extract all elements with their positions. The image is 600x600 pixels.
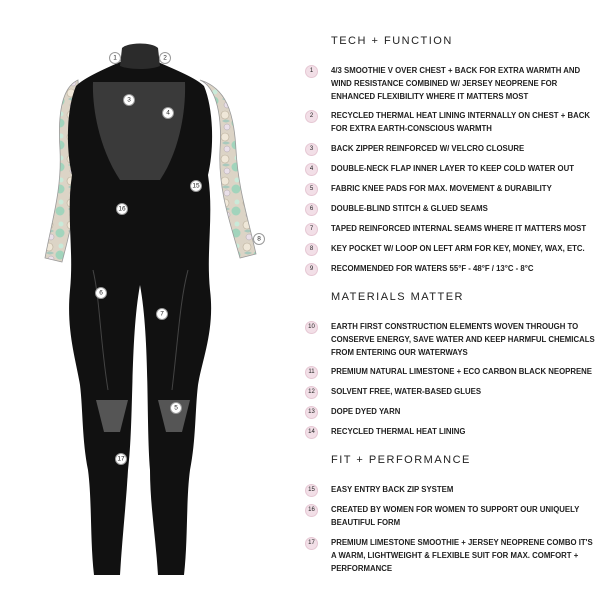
list-item: [305, 223, 595, 236]
list-item: [305, 366, 595, 379]
list-item: [305, 426, 595, 439]
feature-list: [305, 34, 595, 575]
section-title-tech: TECH + FUNCTION: [331, 35, 453, 47]
item-number: 11: [305, 366, 318, 379]
item-number: 7: [305, 223, 318, 236]
list-item: [305, 484, 595, 497]
svg-text:8: 8: [257, 235, 261, 243]
item-number: 9: [305, 263, 318, 276]
list-item: [305, 504, 595, 530]
item-text: RECOMMENDED FOR WATERS 55°F - 48°F / 13°C - 8°C: [331, 263, 534, 273]
item-number: 16: [305, 504, 318, 517]
item-text: DOUBLE-NECK FLAP INNER LAYER TO KEEP COLD WATER OUT: [331, 163, 575, 173]
item-text: EARTH FIRST CONSTRUCTION ELEMENTS WOVEN THROUGH TO CONSERVE ENERGY, SAVE WATER AND KEEP HARMFUL CHEMICALS FROM ENTERING OUR WATERWAYS: [331, 321, 595, 357]
marker-4: [160, 53, 171, 64]
item-number: 17: [305, 537, 318, 550]
list-item: [305, 243, 595, 256]
list-item: [305, 65, 595, 103]
neck-collar: [120, 44, 160, 70]
section-title-materials: MATERIALS MATTER: [331, 290, 464, 303]
item-text: RECYCLED THERMAL HEAT LINING INTERNALLY ON CHEST + BACK FOR EXTRA EARTH-CONSCIOUS WARMTH: [331, 111, 590, 134]
item-number: 12: [305, 386, 318, 399]
wetsuit-illustration: [0, 0, 290, 600]
item-number: 3: [305, 143, 318, 156]
list-item: [305, 537, 595, 575]
list-item: [305, 110, 595, 136]
wetsuit-svg: [0, 0, 290, 600]
item-number: 14: [305, 426, 318, 439]
item-number: 6: [305, 203, 318, 216]
list-item: [305, 183, 595, 196]
svg-text:15: 15: [192, 182, 200, 190]
item-number: 2: [305, 110, 318, 123]
item-text: TAPED REINFORCED INTERNAL SEAMS WHERE IT MATTERS MOST: [331, 223, 587, 233]
svg-text:6: 6: [99, 289, 103, 297]
marker-6: [96, 288, 107, 299]
svg-text:4: 4: [166, 109, 170, 117]
svg-text:16: 16: [118, 205, 126, 213]
item-number: 15: [305, 484, 318, 497]
marker-8: [254, 234, 265, 245]
item-text: DOPE DYED YARN: [331, 407, 401, 417]
marker-1: [124, 95, 135, 106]
list-item: [305, 386, 595, 399]
list-item: [305, 203, 595, 216]
marker-2: [163, 108, 174, 119]
item-number: 4: [305, 163, 318, 176]
item-text: KEY POCKET W/ LOOP ON LEFT ARM FOR KEY, MONEY, WAX, ETC.: [331, 243, 585, 253]
section-title-fit: FIT + PERFORMANCE: [331, 454, 471, 467]
list-item: [305, 406, 595, 419]
item-text: EASY ENTRY BACK ZIP SYSTEM: [331, 485, 454, 495]
item-text: BACK ZIPPER REINFORCED W/ VELCRO CLOSURE: [331, 143, 525, 153]
item-text: DOUBLE-BLIND STITCH & GLUED SEAMS: [331, 203, 488, 213]
svg-text:1: 1: [113, 54, 117, 62]
item-text: RECYCLED THERMAL HEAT LINING: [331, 427, 466, 437]
svg-text:5: 5: [174, 404, 178, 412]
item-text: 4/3 SMOOTHIE V OVER CHEST + BACK FOR EXTRA WARMTH AND WIND RESISTANCE COMBINED W/ JERSEY NEOPRENE FOR ENHANCED FLEXIBILITY WHERE IT MATTERS MOST: [331, 66, 581, 101]
marker-7: [157, 309, 168, 320]
item-number: 1: [305, 65, 318, 78]
item-text: CREATED BY WOMEN FOR WOMEN TO SUPPORT OUR UNIQUELY BEAUTIFUL FORM: [331, 505, 580, 528]
marker-3: [110, 53, 121, 64]
list-item: [305, 263, 595, 276]
item-text: PREMIUM NATURAL LIMESTONE + ECO CARBON BLACK NEOPRENE: [331, 367, 592, 377]
marker-16: [117, 204, 128, 215]
item-number: 13: [305, 406, 318, 419]
item-text: SOLVENT FREE, WATER-BASED GLUES: [331, 387, 482, 397]
item-text: FABRIC KNEE PADS FOR MAX. MOVEMENT & DURABILITY: [331, 183, 552, 193]
svg-text:17: 17: [117, 455, 125, 463]
marker-17: [116, 454, 127, 465]
item-number: 5: [305, 183, 318, 196]
item-number: 8: [305, 243, 318, 256]
marker-15: [191, 181, 202, 192]
list-item: [305, 143, 595, 156]
marker-5: [171, 403, 182, 414]
item-text: PREMIUM LIMESTONE SMOOTHIE + JERSEY NEOPRENE COMBO IT'S A WARM, LIGHTWEIGHT & FLEXIBLE SUIT FOR MAX. COMFORT + PERFORMANCE: [331, 537, 593, 573]
list-item: [305, 163, 595, 176]
svg-text:2: 2: [163, 54, 167, 62]
list-item: [305, 321, 595, 359]
item-number: 10: [305, 321, 318, 334]
svg-text:3: 3: [127, 96, 131, 104]
svg-text:7: 7: [160, 310, 164, 318]
